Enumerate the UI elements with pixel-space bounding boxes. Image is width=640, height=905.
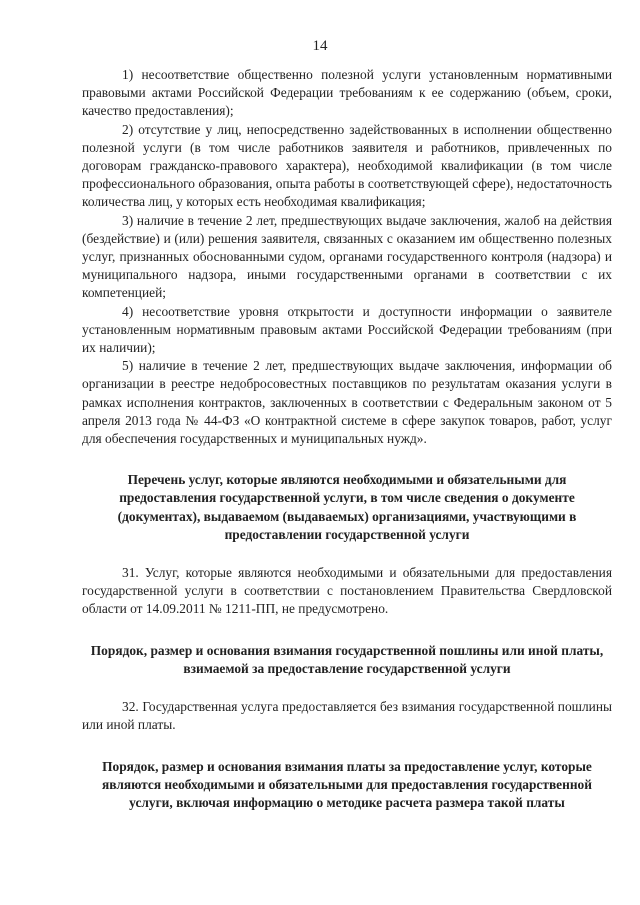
section-heading-services-list: Перечень услуг, которые являются необходимыми и обязательными для предоставления государственной услуги, в том числе сведения о документе (документах), выдаваемом (выдаваемых) организациями, участвующими в предоставлении государственной услуги — [117, 472, 577, 542]
section-heading-state-fee: Порядок, размер и основания взимания государственной пошлины или иной платы, взимаемой за предоставление государственной услуги — [90, 642, 604, 676]
page-number: 14 — [312, 38, 328, 54]
spacer — [82, 619, 612, 642]
list-item: 3) наличие в течение 2 лет, предшествующих выдаче заключения, жалоб на действия (бездействие) и (или) решения заявителя, связанных с оказанием им общественно полезных услуг, признанных обоснованными судом, органами государственного контроля (надзора) и муниципального надзора, иными государственными органами в соответствии с их компетенцией; — [82, 212, 612, 301]
section-heading-service-fees: Порядок, размер и основания взимания платы за предоставление услуг, которые являются необходимыми и обязательными для предоставления государственной услуги, включая информацию о методике расчета размера такой платы — [102, 758, 592, 810]
document-body — [82, 66, 612, 812]
spacer — [82, 544, 612, 564]
spacer — [82, 678, 612, 698]
list-item: 2) отсутствие у лиц, непосредственно задействованных в исполнении общественно полезной услуги (в том числе работников заявителя и работников, привлеченных по договорам гражданско-правового характера), необходимой квалификации (в том числе профессионального образования, опыта работы в соответствующей сфере), недостаточность количества лиц, у которых есть необходимая квалификация; — [82, 121, 612, 210]
paragraph-32: 32. Государственная услуга предоставляется без взимания государственной пошлины или иной платы. — [82, 699, 612, 733]
list-item: 5) наличие в течение 2 лет, предшествующих выдаче заключения, информации об организации в реестре недобросовестных поставщиков по результатам оказания услуги в рамках исполнения контрактов, заключенных в соответствии с Федеральным законом от 5 апреля 2013 года № 44-ФЗ «О контрактной системе в сфере закупок товаров, работ, услуг для обеспечения государственных и муниципальных нужд». — [82, 358, 612, 447]
list-item: 4) несоответствие уровня открытости и доступности информации о заявителе установленным нормативным правовым актами Российской Федерации требованиям (при их наличии); — [82, 303, 612, 356]
spacer — [82, 735, 612, 758]
list-item: 1) несоответствие общественно полезной услуги установленным нормативными правовыми актами Российской Федерации требованиям к ее содержанию (объем, сроки, качество предоставления); — [82, 67, 612, 119]
spacer — [82, 448, 612, 471]
paragraph-31: 31. Услуг, которые являются необходимыми и обязательными для предоставления государственной услуги в соответствии с постановлением Правительства Свердловской области от 14.09.2011 № 1211-ПП, не предусмотрено. — [82, 565, 612, 617]
